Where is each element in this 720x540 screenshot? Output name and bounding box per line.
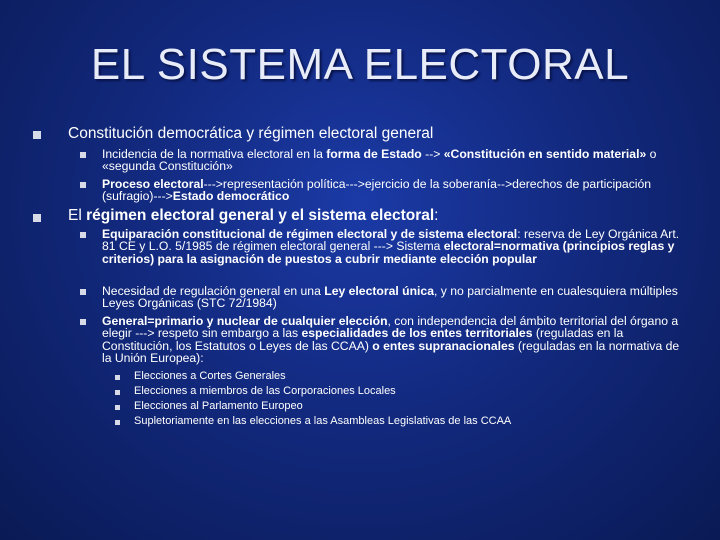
bullet-square-icon — [33, 214, 41, 222]
item-ley-unica: Necesidad de regulación general en una Ley electoral única, y no parcialmente en cualesquiera múltiples Leyes Orgánicas (STC 72/1984) — [102, 284, 678, 311]
item-proceso-electoral: Proceso electoral--->representación política--->ejercicio de la soberanía-->derechos de participación (sufragio)--->Estado democrático — [102, 177, 652, 204]
bullet-square-icon — [80, 319, 86, 325]
bullet-square-icon — [80, 232, 86, 238]
bullet-square-icon — [80, 152, 86, 158]
section-heading-regimen: El régimen electoral general y el sistema electoral: — [68, 207, 439, 224]
bullet-square-icon — [115, 390, 120, 395]
bullet-square-icon — [115, 405, 120, 410]
bullet-square-icon — [115, 375, 120, 380]
section-heading-constitucion: Constitución democrática y régimen electoral general — [68, 125, 434, 142]
subitem-parlamento-europeo: Elecciones al Parlamento Europeo — [134, 400, 303, 412]
bullet-square-icon — [80, 289, 86, 295]
subitem-cortes-generales: Elecciones a Cortes Generales — [134, 370, 286, 382]
bullet-square-icon — [115, 420, 120, 425]
subitem-corporaciones-locales: Elecciones a miembros de las Corporaciones Locales — [134, 385, 396, 397]
slide-title: EL SISTEMA ELECTORAL — [90, 40, 630, 89]
bullet-square-icon — [33, 131, 41, 139]
item-forma-estado: Incidencia de la normativa electoral en la forma de Estado --> «Constitución en sentido material» o «segunda Constitución» — [102, 147, 657, 174]
subitem-asambleas-ccaa: Supletoriamente en las elecciones a las Asambleas Legislativas de las CCAA — [134, 415, 512, 427]
item-general-primario: General=primario y nuclear de cualquier elección, con independencia del ámbito territorial del órgano a elegir ---> respeto sin embargo a las especialidades de los entes territoriales (reguladas en la Constitución, los Estatutos o Leyes de las CCAA) o entes supranacionales (reguladas en la normativa de la Unión Europea): — [102, 314, 680, 365]
item-equiparacion: Equiparación constitucional de régimen electoral y de sistema electoral: reserva de Ley Orgánica Art. 81 CE y L.O. 5/1985 de régimen electoral general ---> Sistema electoral=normativa (principios reglas y criterios) para la asignación de puestos a cubrir mediante elección popular — [102, 227, 680, 266]
bullet-square-icon — [80, 182, 86, 188]
